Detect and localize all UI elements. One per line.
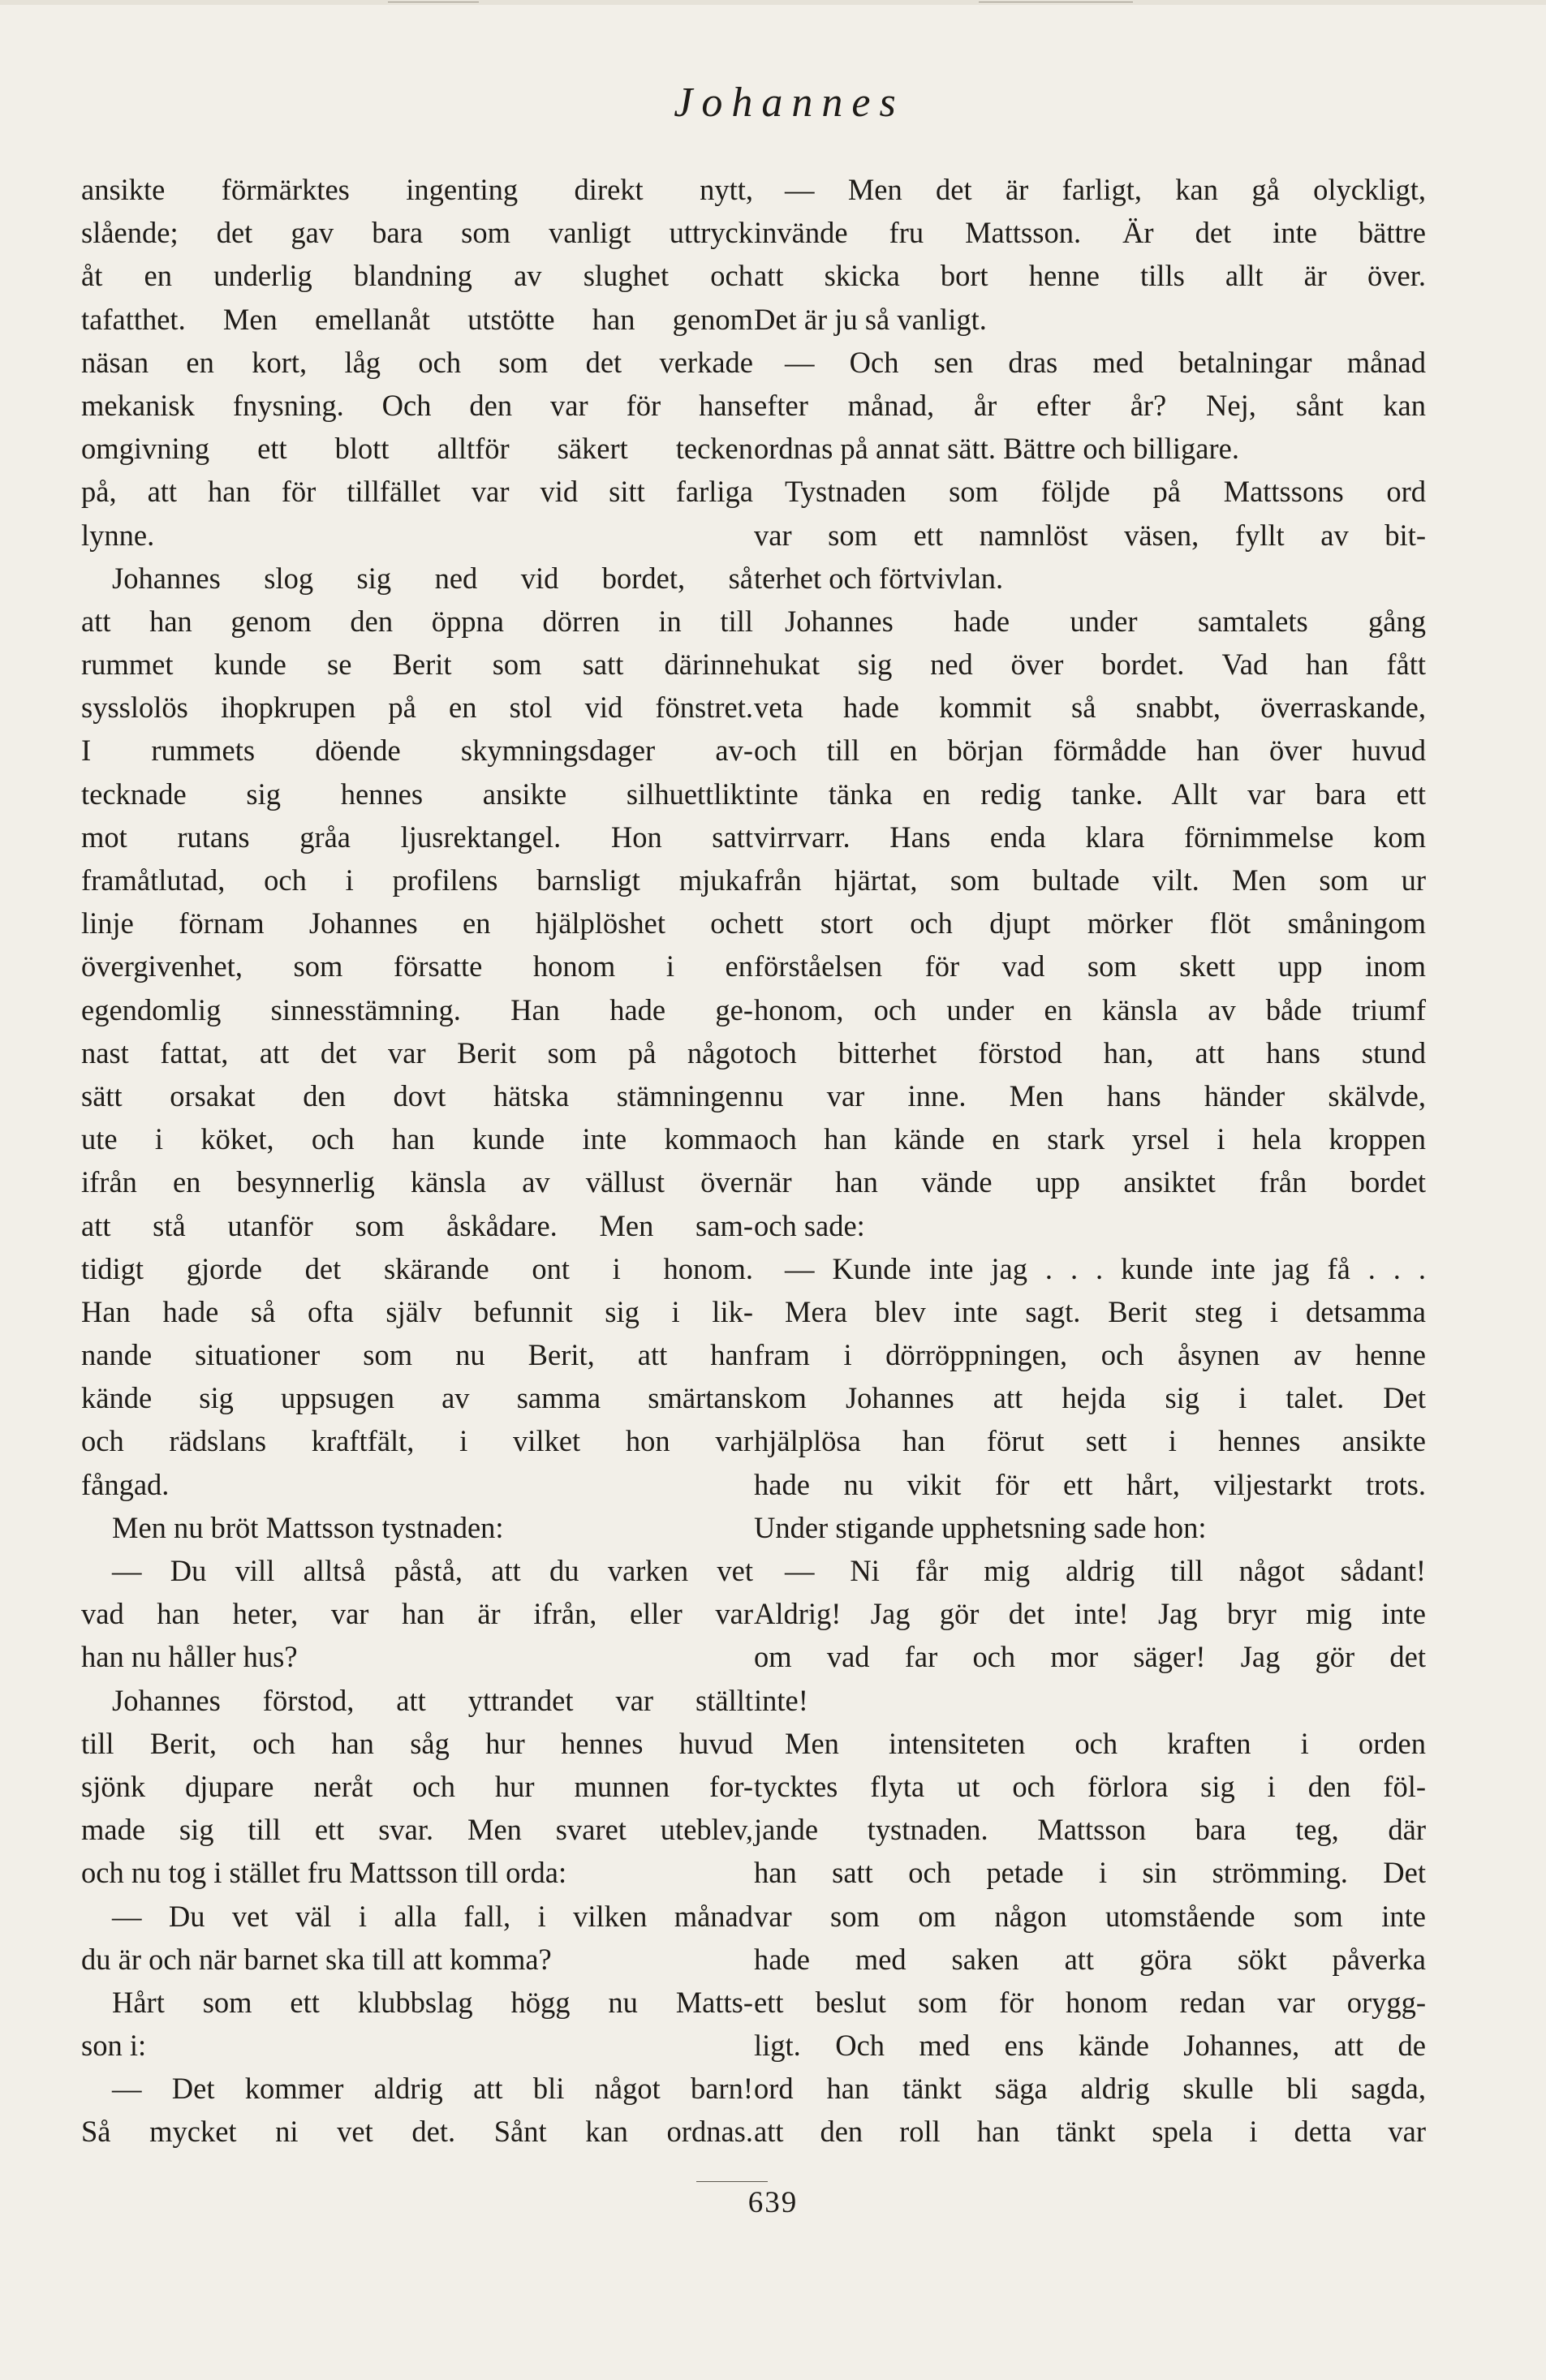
text-line: mot rutans gråa ljusrektangel. Hon satt <box>81 820 753 854</box>
text-line: ett stort och djupt mörker flöt småningom <box>754 906 1426 940</box>
text-line: inte! <box>754 1683 808 1717</box>
text-line: hjälplösa han förut sett i hennes ansikte <box>754 1424 1426 1458</box>
text-line: — Men det är farligt, kan gå olyckligt, <box>785 173 1426 206</box>
text-line: tafatthet. Men emellanåt utstötte han genom <box>81 302 753 336</box>
text-line: du är och när barnet ska till att komma? <box>81 1942 552 1976</box>
text-line: han nu håller hus? <box>81 1640 298 1674</box>
text-line: ute i köket, och han kunde inte komma <box>81 1122 753 1156</box>
text-line: mekanisk fnysning. Och den var för hans <box>81 388 753 422</box>
text-line: Mera blev inte sagt. Berit steg i detsamma <box>785 1294 1426 1328</box>
text-line: ordnas på annat sätt. Bättre och billigare. <box>754 432 1239 466</box>
text-line: kände sig uppsugen av samma smärtans <box>81 1381 753 1415</box>
text-line: Johannes hade under samtalets gång <box>785 604 1426 638</box>
text-line: terhet och förtvivlan. <box>754 561 1004 595</box>
page-number-rule <box>696 2181 768 2182</box>
text-line: efter månad, år efter år? Nej, sånt kan <box>754 388 1426 422</box>
text-line: när han vände upp ansiktet från bordet <box>754 1165 1426 1199</box>
text-line: nu var inne. Men hans händer skälvde, <box>754 1078 1426 1113</box>
text-line: han satt och petade i sin strömming. Det <box>754 1856 1426 1890</box>
text-line: — Det kommer aldrig att bli något barn! <box>112 2072 753 2106</box>
text-line: näsan en kort, låg och som det verkade <box>81 345 753 379</box>
text-line: övergivenhet, som försatte honom i en <box>81 949 753 983</box>
text-line: lynne. <box>81 518 155 552</box>
text-line: Aldrig! Jag gör det inte! Jag bryr mig inte <box>754 1597 1426 1631</box>
text-line: ifrån en besynnerlig känsla av vällust över <box>81 1165 753 1199</box>
text-line: Det är ju så vanligt. <box>754 302 987 336</box>
text-line: — Kunde inte jag . . . kunde inte jag få . . . <box>785 1251 1426 1285</box>
text-line: sysslolös ihopkrupen på en stol vid fönstret. <box>81 691 753 725</box>
text-line: åt en underlig blandning av slughet och <box>81 259 753 293</box>
text-line: — Du vet väl i alla fall, i vilken månad <box>112 1899 753 1933</box>
text-line: — Ni får mig aldrig till något sådant! <box>785 1554 1426 1587</box>
text-line: linje förnam Johannes en hjälplöshet och <box>81 906 753 940</box>
text-line: att han genom den öppna dörren in till <box>81 604 753 638</box>
text-line: var som ett namnlöst väsen, fyllt av bit- <box>754 518 1426 552</box>
text-line: kom Johannes att hejda sig i talet. Det <box>754 1381 1426 1415</box>
text-line: hukat sig ned över bordet. Vad han fått <box>754 648 1426 682</box>
text-line: Men nu bröt Mattsson tystnaden: <box>112 1510 504 1544</box>
text-line: tycktes flyta ut och förlora sig i den föl- <box>754 1769 1426 1803</box>
text-line: om vad far och mor säger! Jag gör det <box>754 1640 1426 1674</box>
left-text-column <box>81 168 753 2154</box>
text-line: på, att han för tillfället var vid sitt farliga <box>81 475 753 509</box>
text-line: ett beslut som för honom redan var orygg- <box>754 1985 1426 2019</box>
text-line: och till en början förmådde han över huvud <box>754 734 1426 768</box>
text-line: från hjärtat, som bultade vilt. Men som ur <box>754 863 1426 897</box>
text-line: fram i dörröppningen, och åsynen av henne <box>754 1338 1426 1372</box>
text-line: var som om någon utomstående som inte <box>754 1899 1426 1933</box>
text-line: omgivning ett blott alltför säkert tecken <box>81 432 753 466</box>
text-line: och nu tog i stället fru Mattsson till orda: <box>81 1856 567 1890</box>
text-line: fångad. <box>81 1467 170 1501</box>
text-line: och han kände en stark yrsel i hela kroppen <box>754 1122 1426 1156</box>
running-title: Johannes <box>674 80 905 126</box>
text-line: — Och sen dras med betalningar månad <box>785 345 1426 379</box>
text-line: Hårt som ett klubbslag högg nu Matts- <box>112 1985 753 2019</box>
text-line: nast fattat, att det var Berit som på något <box>81 1035 753 1069</box>
text-line: jande tystnaden. Mattsson bara teg, där <box>754 1813 1426 1847</box>
text-line: hade med saken att göra sökt påverka <box>754 1942 1426 1976</box>
text-line: veta hade kommit så snabbt, överraskande, <box>754 691 1426 725</box>
text-line: tidigt gjorde det skärande ont i honom. <box>81 1251 753 1285</box>
text-line: — Du vill alltså påstå, att du varken vet <box>112 1554 753 1587</box>
text-line: Han hade så ofta själv befunnit sig i lik- <box>81 1294 753 1328</box>
text-line: invände fru Mattsson. Är det inte bättre <box>754 216 1426 250</box>
text-line: virrvarr. Hans enda klara förnimmelse kom <box>754 820 1426 854</box>
text-line: framåtlutad, och i profilens barnsligt mjuka <box>81 863 753 897</box>
text-line: och sade: <box>754 1208 865 1242</box>
text-line: egendomlig sinnesstämning. Han hade ge- <box>81 992 753 1026</box>
text-line: Under stigande upphetsning sade hon: <box>754 1510 1207 1544</box>
text-line: sjönk djupare neråt och hur munnen for- <box>81 1769 753 1803</box>
text-line: sätt orsakat den dovt hätska stämningen <box>81 1078 753 1113</box>
text-line: I rummets döende skymningsdager av- <box>81 734 753 768</box>
text-line: att stå utanför som åskådare. Men sam- <box>81 1208 753 1242</box>
text-line: made sig till ett svar. Men svaret uteblev, <box>81 1813 753 1847</box>
text-line: Tystnaden som följde på Mattssons ord <box>785 475 1426 509</box>
text-line: son i: <box>81 2029 147 2063</box>
text-line: honom, och under en känsla av både triumf <box>754 992 1426 1026</box>
text-line: Johannes förstod, att yttrandet var ställt <box>112 1683 753 1717</box>
text-line: förståelsen för vad som skett upp inom <box>754 949 1426 983</box>
text-line: nande situationer som nu Berit, att han <box>81 1338 753 1372</box>
page-number: 639 <box>747 2186 799 2219</box>
text-line: Johannes slog sig ned vid bordet, så <box>112 561 753 595</box>
text-line: att den roll han tänkt spela i detta var <box>754 2115 1426 2149</box>
text-line: ord han tänkt säga aldrig skulle bli sagda, <box>754 2072 1426 2106</box>
text-line: hade nu vikit för ett hårt, viljestarkt trots. <box>754 1467 1426 1501</box>
text-line: och rädslans kraftfält, i vilket hon var <box>81 1424 753 1458</box>
text-line: Men intensiteten och kraften i orden <box>785 1726 1426 1760</box>
text-line: ligt. Och med ens kände Johannes, att de <box>754 2029 1426 2063</box>
text-line: Så mycket ni vet det. Sånt kan ordnas. <box>81 2115 753 2149</box>
text-line: till Berit, och han såg hur hennes huvud <box>81 1726 753 1760</box>
text-line: att skicka bort henne tills allt är över. <box>754 259 1426 293</box>
page-top-edge <box>0 0 1546 5</box>
right-text-column <box>754 168 1426 2154</box>
text-line: tecknade sig hennes ansikte silhuettlikt <box>81 777 753 811</box>
text-line: vad han heter, var han är ifrån, eller var <box>81 1597 753 1631</box>
text-line: slående; det gav bara som vanligt uttryck <box>81 216 753 250</box>
text-line: ansikte förmärktes ingenting direkt nytt, <box>81 173 753 206</box>
text-line: rummet kunde se Berit som satt därinne <box>81 648 753 682</box>
text-line: inte tänka en redig tanke. Allt var bara ett <box>754 777 1426 811</box>
text-line: och bitterhet förstod han, att hans stund <box>754 1035 1426 1069</box>
